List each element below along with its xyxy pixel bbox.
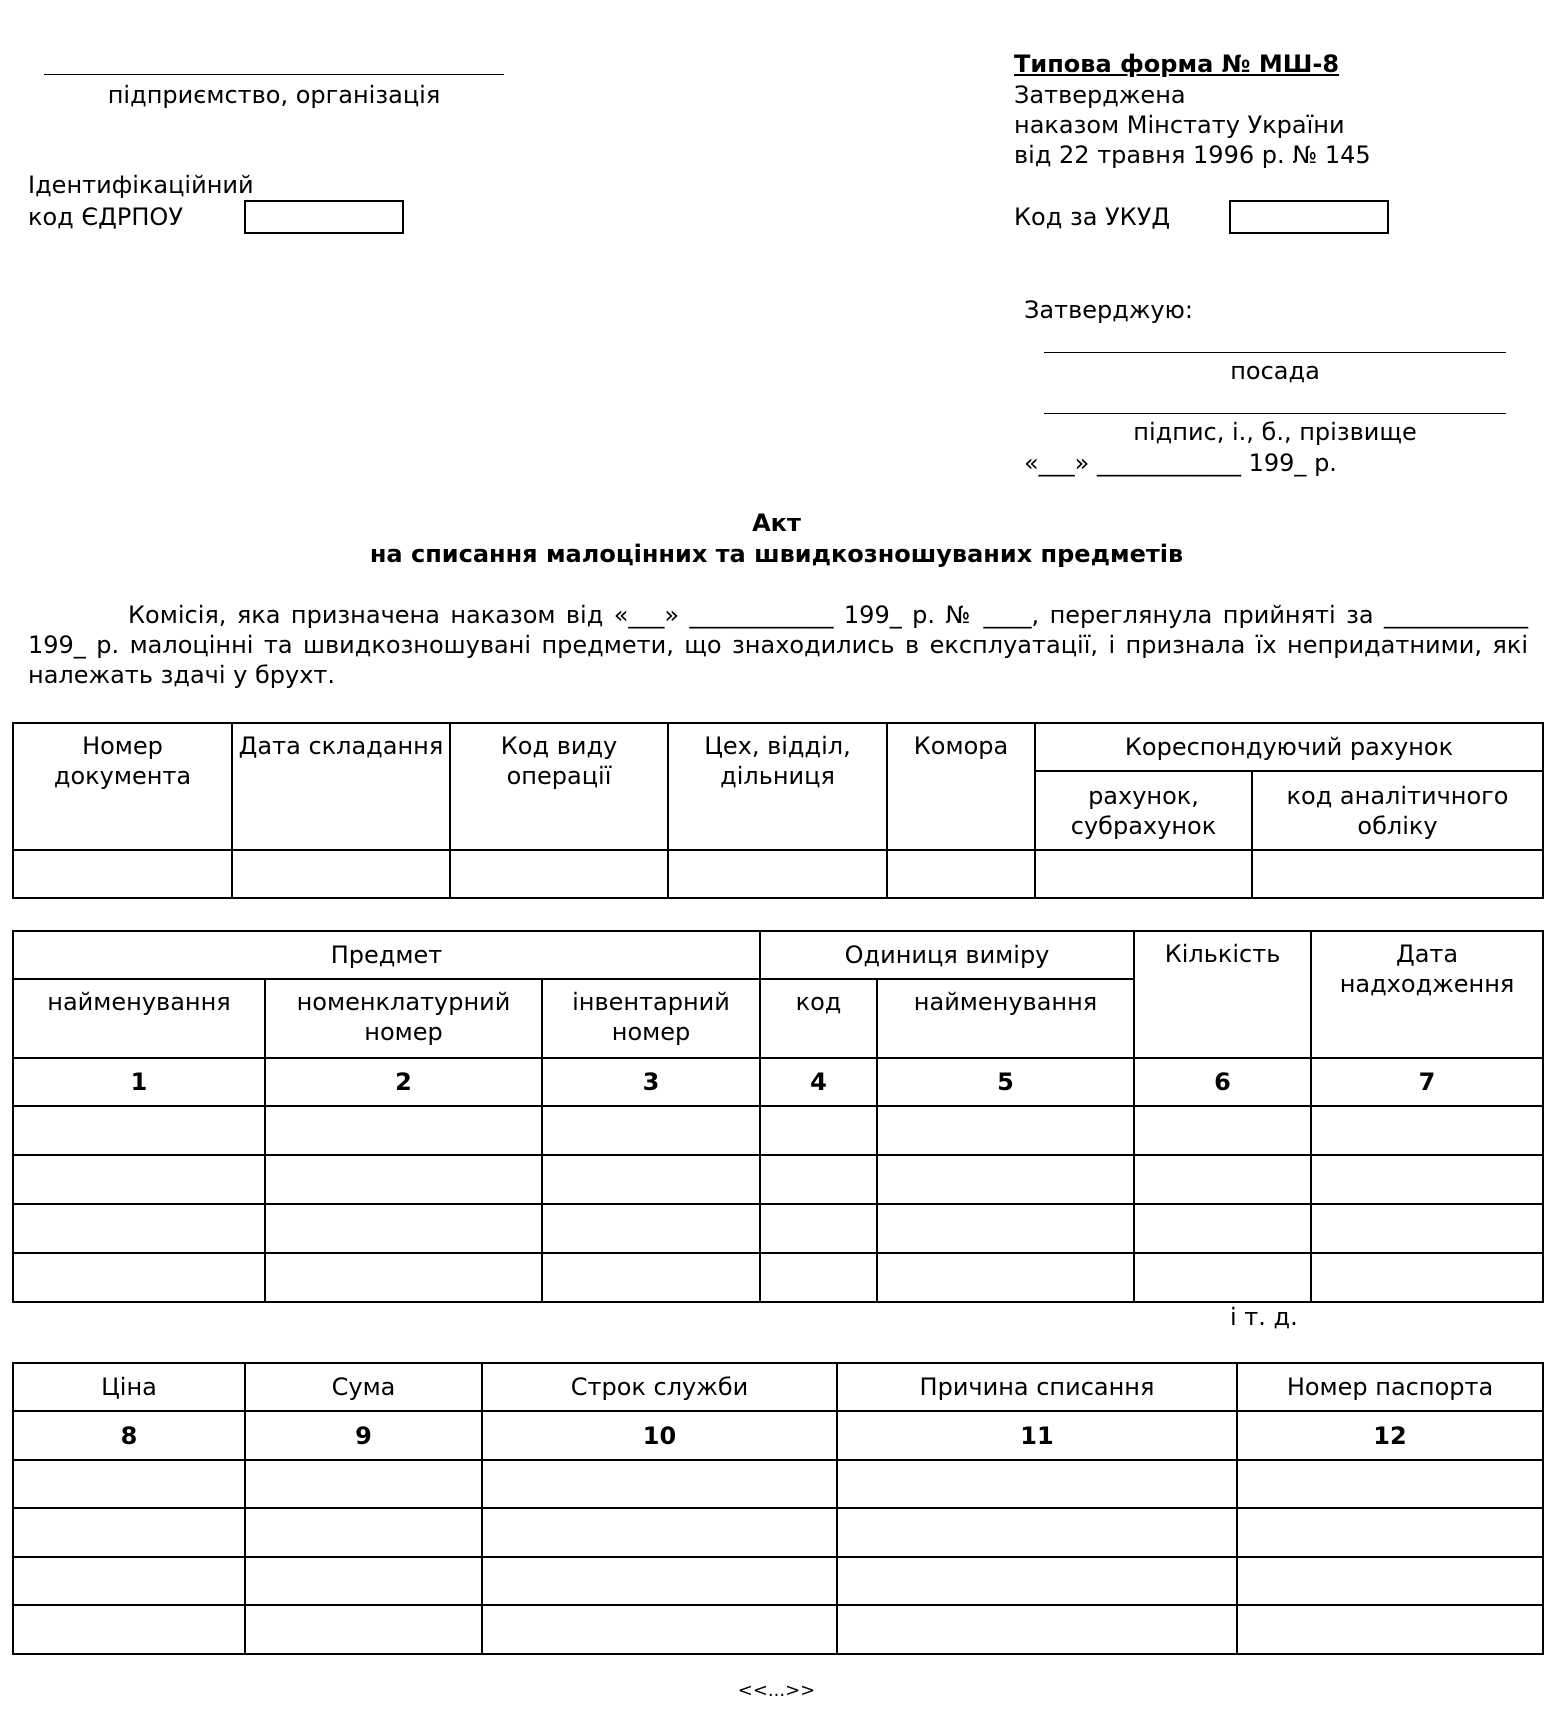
- table-cell[interactable]: [245, 1557, 482, 1605]
- table-cell[interactable]: [1237, 1557, 1543, 1605]
- table-cell[interactable]: [245, 1605, 482, 1654]
- table-cell[interactable]: [450, 850, 668, 898]
- column-number: 1: [13, 1058, 265, 1106]
- table-cell[interactable]: [1311, 1155, 1543, 1204]
- table-cell[interactable]: [1134, 1253, 1311, 1302]
- table-cell[interactable]: [13, 1605, 245, 1654]
- table-cell[interactable]: [1252, 850, 1543, 898]
- ukud-code-box[interactable]: [1229, 200, 1389, 234]
- column-number: 12: [1237, 1411, 1543, 1460]
- table-cell[interactable]: [13, 1204, 265, 1253]
- header-unit-name: найменування: [877, 979, 1134, 1058]
- signature-line[interactable]: [1044, 413, 1506, 414]
- column-number: 9: [245, 1411, 482, 1460]
- table-cell[interactable]: [837, 1605, 1237, 1654]
- header-corr-account: Кореспондуючий рахунок: [1035, 723, 1543, 771]
- id-code-label-1: Ідентифікаційний: [28, 171, 254, 199]
- table-cell[interactable]: [542, 1106, 760, 1155]
- table-cell[interactable]: [760, 1204, 877, 1253]
- enterprise-caption: підприємство, організація: [107, 81, 441, 109]
- table-cell[interactable]: [1237, 1460, 1543, 1508]
- table-cell[interactable]: [837, 1508, 1237, 1557]
- table-cell[interactable]: [1311, 1204, 1543, 1253]
- approval-title: Затверджую:: [1024, 296, 1193, 324]
- table-cell[interactable]: [482, 1460, 837, 1508]
- table-row: [13, 1106, 1543, 1155]
- header-analytic-code: код аналітичного обліку: [1252, 771, 1543, 850]
- table-cell[interactable]: [877, 1155, 1134, 1204]
- column-number: 5: [877, 1058, 1134, 1106]
- header-passport-number: Номер паспорта: [1237, 1363, 1543, 1411]
- table-cell[interactable]: [1237, 1508, 1543, 1557]
- header-service-life: Строк служби: [482, 1363, 837, 1411]
- table-cell[interactable]: [13, 1508, 245, 1557]
- column-number: 11: [837, 1411, 1237, 1460]
- table-cell[interactable]: [877, 1106, 1134, 1155]
- id-code-label-2: код ЄДРПОУ: [28, 203, 183, 231]
- table-cell[interactable]: [1311, 1253, 1543, 1302]
- table-cell[interactable]: [542, 1155, 760, 1204]
- column-number: 8: [13, 1411, 245, 1460]
- column-number: 6: [1134, 1058, 1311, 1106]
- header-item-name: найменування: [13, 979, 265, 1058]
- header-unit-code: код: [760, 979, 877, 1058]
- header-sum: Сума: [245, 1363, 482, 1411]
- commission-paragraph: [28, 600, 1528, 690]
- approved-line-2: наказом Мінстату України: [1014, 111, 1345, 139]
- header-receipt-date: Дата надходження: [1311, 931, 1543, 1058]
- valuation-table: [12, 1362, 1544, 1655]
- table-cell[interactable]: [1134, 1106, 1311, 1155]
- page-footer: <<...>>: [737, 1680, 816, 1701]
- table-cell[interactable]: [232, 850, 450, 898]
- table-cell[interactable]: [668, 850, 887, 898]
- header-quantity: Кількість: [1134, 931, 1311, 1058]
- table-row: [13, 1253, 1543, 1302]
- column-number: 10: [482, 1411, 837, 1460]
- table-cell[interactable]: [265, 1204, 542, 1253]
- header-storeroom: Комора: [887, 723, 1035, 850]
- position-caption: посада: [1230, 357, 1320, 385]
- approval-date: «___» ____________ 199_ р.: [1024, 449, 1337, 477]
- column-number-row: [13, 1058, 1543, 1106]
- edrpou-code-box[interactable]: [244, 200, 404, 234]
- table-cell[interactable]: [482, 1605, 837, 1654]
- header-writeoff-reason: Причина списання: [837, 1363, 1237, 1411]
- column-number: 2: [265, 1058, 542, 1106]
- table-cell[interactable]: [877, 1204, 1134, 1253]
- table-row: [13, 1204, 1543, 1253]
- ukud-label: Код за УКУД: [1014, 203, 1171, 231]
- column-number: 3: [542, 1058, 760, 1106]
- table-row: [13, 1508, 1543, 1557]
- table-row: [13, 1557, 1543, 1605]
- table-cell[interactable]: [1237, 1605, 1543, 1654]
- table-cell[interactable]: [760, 1106, 877, 1155]
- position-line[interactable]: [1044, 352, 1506, 353]
- table-row: [13, 1460, 1543, 1508]
- table-cell[interactable]: [13, 1106, 265, 1155]
- table-cell[interactable]: [482, 1508, 837, 1557]
- table-cell[interactable]: [837, 1460, 1237, 1508]
- table-cell[interactable]: [1134, 1155, 1311, 1204]
- table-cell[interactable]: [265, 1155, 542, 1204]
- header-doc-number: Номер документа: [13, 723, 232, 850]
- table-cell[interactable]: [877, 1253, 1134, 1302]
- enterprise-line[interactable]: [44, 74, 504, 75]
- document-info-table: [12, 722, 1544, 899]
- header-department: Цех, відділ, дільниця: [668, 723, 887, 850]
- etc-note: і т. д.: [1230, 1303, 1298, 1331]
- table-cell[interactable]: [265, 1253, 542, 1302]
- approved-line-3: від 22 травня 1996 р. № 145: [1014, 141, 1371, 169]
- table-cell[interactable]: [245, 1460, 482, 1508]
- form-title: Типова форма № МШ-8: [1014, 50, 1340, 78]
- table-row: [13, 1155, 1543, 1204]
- table-cell[interactable]: [1311, 1106, 1543, 1155]
- table-cell[interactable]: [837, 1557, 1237, 1605]
- header-nomenclature-number: номенклатурний номер: [265, 979, 542, 1058]
- signature-caption: підпис, і., б., прізвище: [1133, 418, 1417, 446]
- approved-line-1: Затверджена: [1014, 81, 1186, 109]
- table-cell[interactable]: [265, 1106, 542, 1155]
- table-cell[interactable]: [245, 1508, 482, 1557]
- table-cell[interactable]: [1035, 850, 1252, 898]
- header-price: Ціна: [13, 1363, 245, 1411]
- table-cell[interactable]: [13, 1460, 245, 1508]
- table-cell[interactable]: [760, 1253, 877, 1302]
- column-number: 7: [1311, 1058, 1543, 1106]
- header-unit: Одиниця виміру: [760, 931, 1134, 979]
- header-inventory-number: інвентарний номер: [542, 979, 760, 1058]
- table-row: [13, 1605, 1543, 1654]
- header-operation-code: Код виду операції: [450, 723, 668, 850]
- table-cell[interactable]: [887, 850, 1035, 898]
- document-title: Акт: [752, 509, 801, 537]
- column-number-row: [13, 1411, 1543, 1460]
- header-date-made: Дата складання: [232, 723, 450, 850]
- table-cell[interactable]: [13, 850, 232, 898]
- document-subtitle: на списання малоцінних та швидкозношуваних предметів: [369, 540, 1184, 568]
- column-number: 4: [760, 1058, 877, 1106]
- table-cell[interactable]: [760, 1155, 877, 1204]
- table-cell[interactable]: [13, 1557, 245, 1605]
- items-table: [12, 930, 1544, 1303]
- table-row: [13, 850, 1543, 898]
- table-cell[interactable]: [13, 1253, 265, 1302]
- table-cell[interactable]: [1134, 1204, 1311, 1253]
- commission-text: Комісія, яка призначена наказом від «___» ____________ 199_ р. № ____, переглянула прийняті за ____________ 199_ р. малоцінні та швидкозношувані предмети, що знаходились в експлуатації, і признала їх непридатними, які належать здачі у брухт.: [28, 601, 1528, 689]
- table-cell[interactable]: [482, 1557, 837, 1605]
- header-item: Предмет: [13, 931, 760, 979]
- table-cell[interactable]: [542, 1253, 760, 1302]
- table-cell[interactable]: [542, 1204, 760, 1253]
- header-account-sub: рахунок, субрахунок: [1035, 771, 1252, 850]
- table-cell[interactable]: [13, 1155, 265, 1204]
